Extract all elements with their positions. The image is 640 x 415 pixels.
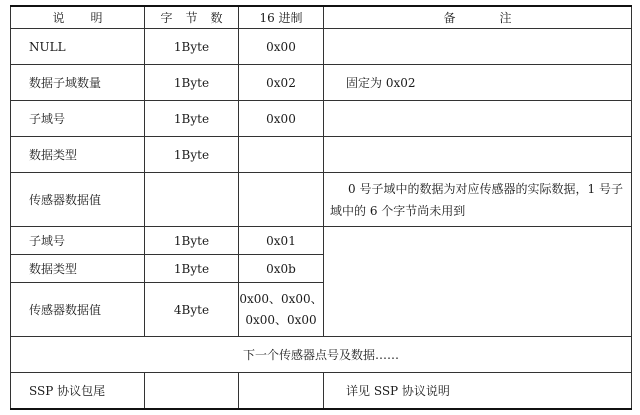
table-row bbox=[11, 227, 632, 255]
header-notes: 备注 bbox=[324, 6, 632, 29]
span-row bbox=[11, 337, 632, 373]
cell-hex bbox=[239, 173, 324, 227]
cell-hex: 0x02 bbox=[239, 65, 324, 101]
cell-description: SSP 协议包尾 bbox=[11, 373, 145, 409]
next-sensor-row: 下一个传感器点号及数据…… bbox=[11, 337, 632, 373]
cell-bytes: 1Byte bbox=[145, 65, 239, 101]
cell-bytes: 1Byte bbox=[145, 137, 239, 173]
cell-hex-line: 0x00、0x00、 bbox=[239, 291, 323, 306]
cell-description: 数据类型 bbox=[11, 137, 145, 173]
cell-bytes: 4Byte bbox=[145, 283, 239, 337]
table-row bbox=[11, 137, 632, 173]
cell-hex bbox=[239, 373, 324, 409]
cell-note bbox=[324, 227, 632, 337]
cell-bytes: 1Byte bbox=[145, 29, 239, 65]
table-row bbox=[11, 29, 632, 65]
header-byte-count: 字节数 bbox=[145, 6, 239, 29]
table-row bbox=[11, 65, 632, 101]
table-row bbox=[11, 173, 632, 227]
header-row bbox=[11, 6, 632, 29]
cell-bytes bbox=[145, 173, 239, 227]
cell-hex bbox=[239, 137, 324, 173]
cell-description: NULL bbox=[11, 29, 145, 65]
cell-description: 数据类型 bbox=[11, 255, 145, 283]
header-description: 说明 bbox=[11, 6, 145, 29]
cell-hex-line: 0x00、0x00 bbox=[245, 312, 317, 327]
cell-bytes: 1Byte bbox=[145, 227, 239, 255]
cell-bytes bbox=[145, 373, 239, 409]
cell-description: 子域号 bbox=[11, 227, 145, 255]
protocol-table bbox=[10, 5, 632, 410]
cell-description: 数据子域数量 bbox=[11, 65, 145, 101]
cell-hex: 0x00 bbox=[239, 29, 324, 65]
table-row bbox=[11, 373, 632, 409]
cell-note: 详见 SSP 协议说明 bbox=[324, 373, 632, 409]
cell-note bbox=[324, 29, 632, 65]
cell-note: 0 号子域中的数据为对应传感器的实际数据，1 号子域中的 6 个字节尚未用到 bbox=[324, 173, 632, 227]
table-row bbox=[11, 101, 632, 137]
cell-note: 固定为 0x02 bbox=[324, 65, 632, 101]
cell-hex: 0x01 bbox=[239, 227, 324, 255]
cell-bytes: 1Byte bbox=[145, 101, 239, 137]
cell-note bbox=[324, 137, 632, 173]
cell-description: 传感器数据值 bbox=[11, 283, 145, 337]
cell-hex: 0x00 bbox=[239, 101, 324, 137]
cell-hex bbox=[239, 283, 324, 337]
cell-bytes: 1Byte bbox=[145, 255, 239, 283]
header-hex: 16 进制 bbox=[239, 6, 324, 29]
cell-description: 传感器数据值 bbox=[11, 173, 145, 227]
cell-hex: 0x0b bbox=[239, 255, 324, 283]
cell-description: 子域号 bbox=[11, 101, 145, 137]
cell-note bbox=[324, 101, 632, 137]
